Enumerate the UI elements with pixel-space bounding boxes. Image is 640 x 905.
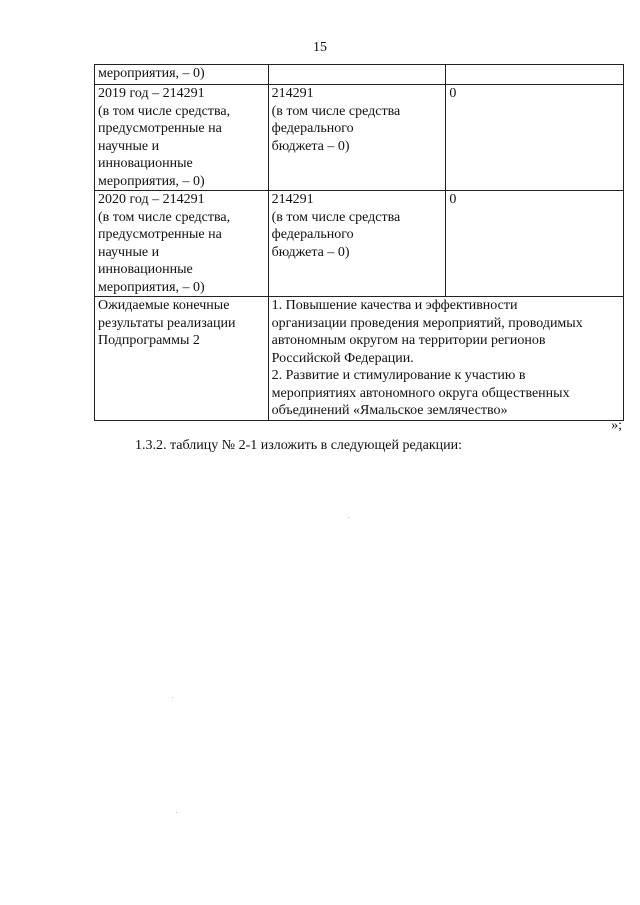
table-row [95,65,624,85]
scan-speck [176,812,177,813]
year-2020-cell: 2020 год – 214291 (в том числе средства, предусмотренные на научные и инновационные мероприятия, – 0) [95,191,269,297]
table-cell [268,65,446,85]
table-cell [446,65,624,85]
amendment-paragraph: 1.3.2. таблицу № 2-1 изложить в следующей редакции: [135,438,463,453]
page-number: 15 [313,40,327,55]
table-row [95,297,624,421]
table-cell: мероприятия, – 0) [95,65,269,85]
other-2020-cell: 0 [446,191,624,297]
results-label-cell: Ожидаемые конечные результаты реализации Подпрограммы 2 [95,297,269,421]
year-2019-cell: 2019 год – 214291 (в том числе средства, предусмотренные на научные и инновационные мероприятия, – 0) [95,85,269,191]
scan-speck [348,517,349,518]
subprogram-table [94,64,624,421]
federal-2019-cell: 214291 (в том числе средства федерального бюджета – 0) [268,85,446,191]
federal-2020-cell: 214291 (в том числе средства федерального бюджета – 0) [268,191,446,297]
other-2019-cell: 0 [446,85,624,191]
table-row [95,191,624,297]
table-row [95,85,624,191]
closing-quote: »; [611,418,622,433]
scan-speck [172,697,173,698]
results-text-cell: 1. Повышение качества и эффективности организации проведения мероприятий, проводимых автономным округом на территории регионов Российской Федерации. 2. Развитие и стимулирование к участию в мероприятиях автономного округа общественных объединений «Ямальское землячество» [268,297,623,421]
